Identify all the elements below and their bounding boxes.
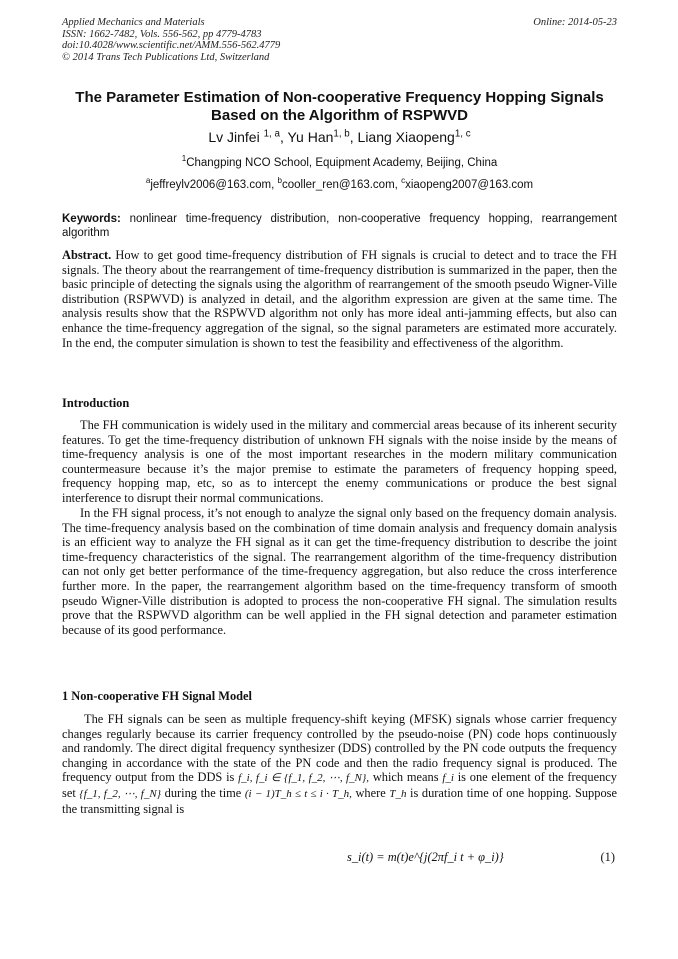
- affiliation-text: Changping NCO School, Equipment Academy, Beijing, China: [186, 157, 498, 169]
- copyright-line: © 2014 Trans Tech Publications Ltd, Switzerland: [62, 51, 270, 63]
- keywords-label: Keywords:: [62, 213, 121, 225]
- author-name: Yu Han: [287, 129, 334, 145]
- email-list: $^a$jeffreylv2006@163.com, $^b$cooller_ren@163.com, $^c$xiaopeng2007@163.com: [145, 176, 534, 191]
- section-1-text: is duration time of one hopping. Suppose the transmitting signal is: [62, 785, 617, 816]
- introduction-paragraph-1: The FH communication is widely used in the military and commercial areas because of its inherent security features. To get the time-frequency distribution of unknown FH signals with the noise inside by the means of time-frequency analysis is one of the most important researches in the modern military communication countermeasure because it’s the major premise to estimate the parameters of frequency hopping speed, frequency hopping map, etc, so as to intercept the enemy communications or produce the best signal interference to disrupt their normal communications.: [62, 418, 617, 505]
- journal-name: Applied Mechanics and Materials: [62, 17, 205, 28]
- section-1-text: during the time: [164, 785, 242, 800]
- email-address[interactable]: cooller_ren@163.com: [281, 179, 395, 191]
- email-address[interactable]: xiaopeng2007@163.com: [405, 179, 534, 191]
- abstract-block: [62, 248, 617, 350]
- affiliation: [62, 156, 617, 170]
- section-1-paragraph: [62, 712, 617, 816]
- section-1-text: where: [355, 785, 386, 800]
- equation-1: [62, 850, 617, 868]
- section-heading-1: 1 Non-cooperative FH Signal Model: [62, 689, 252, 703]
- equation-formula: s_i(t) = m(t)e^{j(2πf_i t + φ_i)}: [347, 850, 504, 864]
- author-name: Lv Jinfei: [208, 129, 260, 145]
- issn-line: ISSN: 1662-7482, Vols. 556-562, pp 4779-4783: [62, 28, 262, 40]
- paper-title: The Parameter Estimation of Non-cooperative Frequency Hopping Signals Based on the Algorithm of RSPWVD: [75, 89, 604, 124]
- author-marks: 1, c: [454, 128, 471, 140]
- math-time-interval: (i − 1)T_h ≤ t ≤ i · T_h,: [244, 787, 352, 800]
- author-marks: 1, a: [263, 128, 280, 140]
- introduction-paragraph-2: In the FH signal process, it’s not enough to analyze the signal only based on the frequency domain analysis. The time-frequency analysis based on the combination of time domain analysis and frequency domain analysis is an efficient way to analyze the FH signal as it can get the time-frequency distribution to describe the joint time-frequency characteristics of the signal. The rearrangement algorithm of the time-frequency distribution can not only get better performance of the time-frequency aggregation, but also reduce the cross interference further more. In the paper, the rearrangement algorithm based on the time-frequency transform of smooth pseudo Wigner-Ville distribution is adopted to process the non-cooperative FH signal. The simulation results prove that the RSPWVD algorithm can be well applied in the FH signal detection and parameter estimation because of its good performance.: [62, 506, 617, 637]
- math-frequency-output: f_i, f_i ∈ {f_1, f_2, ⋯, f_N},: [238, 772, 370, 785]
- author-list: Lv Jinfei $^{1, a}$, Yu Han$^{1, b}$, Liang Xiaopeng$^{1, c}$: [208, 128, 471, 145]
- section-1-text: The FH signals can be seen as multiple frequency-shift keying (MFSK) signals whose carrier frequency changes regularly because its carrier frequency controlled by the pseudo-noise (PN) code hops continuously and randomly. The direct digital frequency synthesizer (DDS) controlled by the PN code outputs the frequency changing in accordance with the state of the PN code and then the radio frequency signal is produced. The frequency output from the DDS is: [62, 712, 617, 785]
- author-marks: 1, b: [333, 128, 350, 140]
- math-frequency-set: {f_1, f_2, ⋯, f_N}: [79, 787, 162, 800]
- email-address[interactable]: jeffreylv2006@163.com: [150, 179, 272, 191]
- equation-number: (1): [600, 850, 615, 864]
- keywords-block: [62, 212, 617, 240]
- section-1-text: is one element of the frequency set: [62, 770, 617, 800]
- author-name: Liang Xiaopeng: [357, 129, 455, 145]
- keywords-text: nonlinear time-frequency distribution, non-cooperative frequency hopping, rearrangement algorithm: [62, 213, 617, 239]
- math-th: T_h: [389, 787, 407, 800]
- email-mark: a: [145, 176, 151, 186]
- online-date: Online: 2014-05-23: [533, 17, 617, 28]
- section-heading-introduction: Introduction: [62, 396, 130, 410]
- doi-line[interactable]: doi:10.4028/www.scientific.net/AMM.556-562.4779: [62, 40, 281, 51]
- abstract-label: Abstract.: [62, 248, 112, 262]
- math-fi: f_i: [442, 772, 454, 785]
- affiliation-mark: 1: [181, 154, 187, 164]
- section-1-text: which means: [372, 770, 439, 785]
- journal-header: [62, 17, 617, 63]
- abstract-text: How to get good time-frequency distribution of FH signals is crucial to detect and to trace the FH signals. The theory about the rearrangement of time-frequency distribution is summarized in the paper, then the basic principle of detecting the signals using the algorithm of rearrangement of the smooth pseudo Wigner-Ville distribution (RSPWVD) is analyzed in detail, and the algorithm expression are given at the same time. The analysis results show that the RSPWVD algorithm not only has more ideal anti-jamming effects, but also can enhance the time-frequency aggregation of the signal, so the signal parameters are estimated more accurately. In the end, the computer simulation is shown to test the feasibility and effectiveness of the algorithm.: [62, 248, 617, 350]
- email-mark: c: [401, 176, 406, 186]
- email-mark: b: [277, 176, 282, 186]
